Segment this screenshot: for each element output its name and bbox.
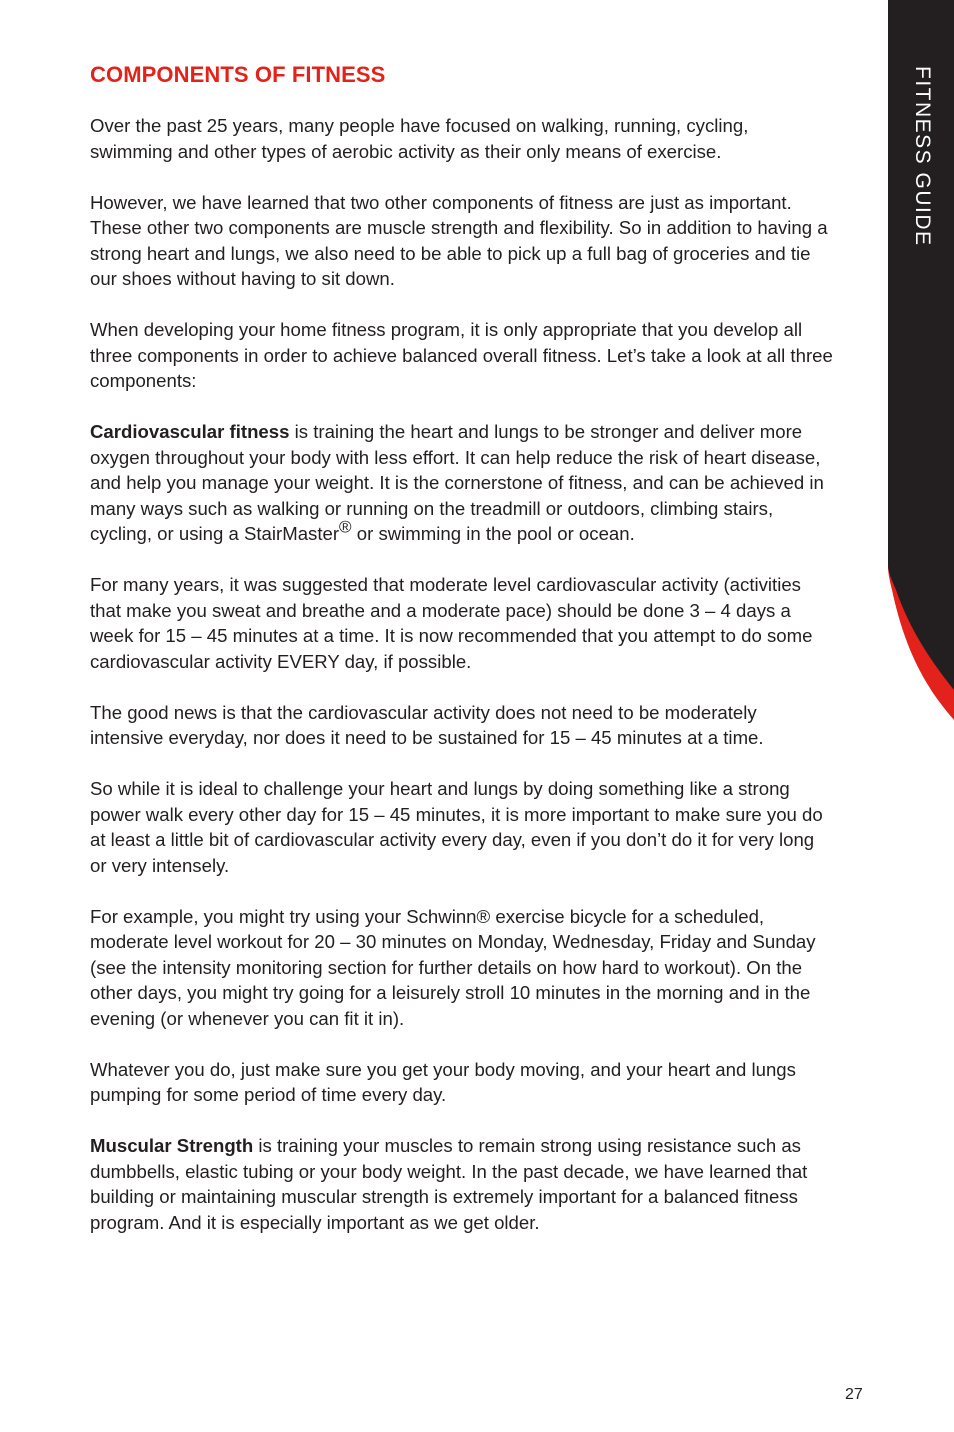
term-muscular-strength: Muscular Strength <box>90 1135 254 1156</box>
term-cardiovascular-fitness: Cardiovascular fitness <box>90 421 290 442</box>
paragraph: So while it is ideal to challenge your heart and lungs by doing something like a strong power walk every other day for 15 – 45 minutes, it is more important to make sure you do at least a little bit of cardiovascular activity every day, even if you don’t do it for very long or very intensely. <box>90 778 823 876</box>
paragraph-text-tail: or swimming in the pool or ocean. <box>351 523 635 544</box>
paragraph-text: is training your muscles to remain strong using resistance such as dumbbells, elastic tubing or your body weight. In the past decade, we have learned that building or maintaining muscular strength is extremely important for a balanced fitness program. And it is especially important as we get older. <box>90 1135 808 1233</box>
side-tab-label: FITNESS GUIDE <box>911 66 934 247</box>
paragraph: For example, you might try using your Schwinn® exercise bicycle for a scheduled, moderate level workout for 20 – 30 minutes on Monday, Wednesday, Friday and Sunday (see the intensity monitoring section for further details on how hard to workout). On the other days, you might try going for a leisurely stroll 10 minutes in the morning and in the evening (or whenever you can fit it in). <box>90 905 816 1029</box>
page-title: COMPONENTS OF FITNESS <box>90 62 386 87</box>
paragraph: Whatever you do, just make sure you get your body moving, and your heart and lungs pumping for some period of time every day. <box>90 1058 796 1105</box>
registered-mark: ® <box>339 517 352 537</box>
paragraph-cardiovascular <box>90 419 835 547</box>
paragraph-text: is training the heart and lungs to be stronger and deliver more oxygen throughout your body with less effort. It can help reduce the risk of heart disease, and help you manage your weight. It is the cornerstone of fitness, and can be achieved in many ways such as walking or running on the treadmill or outdoors, climbing stairs, cycling, or using a StairMaster <box>90 421 824 544</box>
page-content <box>90 62 835 1261</box>
paragraph: Over the past 25 years, many people have focused on walking, running, cycling, swimming and other types of aerobic activity as their only means of exercise. <box>90 115 749 162</box>
paragraph-muscular-strength <box>90 1133 835 1235</box>
paragraph: The good news is that the cardiovascular activity does not need to be moderately intensive everyday, nor does it need to be sustained for 15 – 45 minutes at a time. <box>90 701 764 748</box>
paragraph: When developing your home fitness program, it is only appropriate that you develop all three components in order to achieve balanced overall fitness. Let’s take a look at all three components: <box>90 319 833 391</box>
paragraph: For many years, it was suggested that moderate level cardiovascular activity (activities that make you sweat and breathe and a moderate pace) should be done 3 – 4 days a week for 15 – 45 minutes at a time. It is now recommended that you attempt to do some cardiovascular activity EVERY day, if possible. <box>90 574 813 672</box>
page-number: 27 <box>845 1386 863 1403</box>
paragraph: However, we have learned that two other components of fitness are just as important. These other two components are muscle strength and flexibility. So in addition to having a strong heart and lungs, we also need to be able to pick up a full bag of groceries and tie our shoes without having to sit down. <box>90 191 828 289</box>
